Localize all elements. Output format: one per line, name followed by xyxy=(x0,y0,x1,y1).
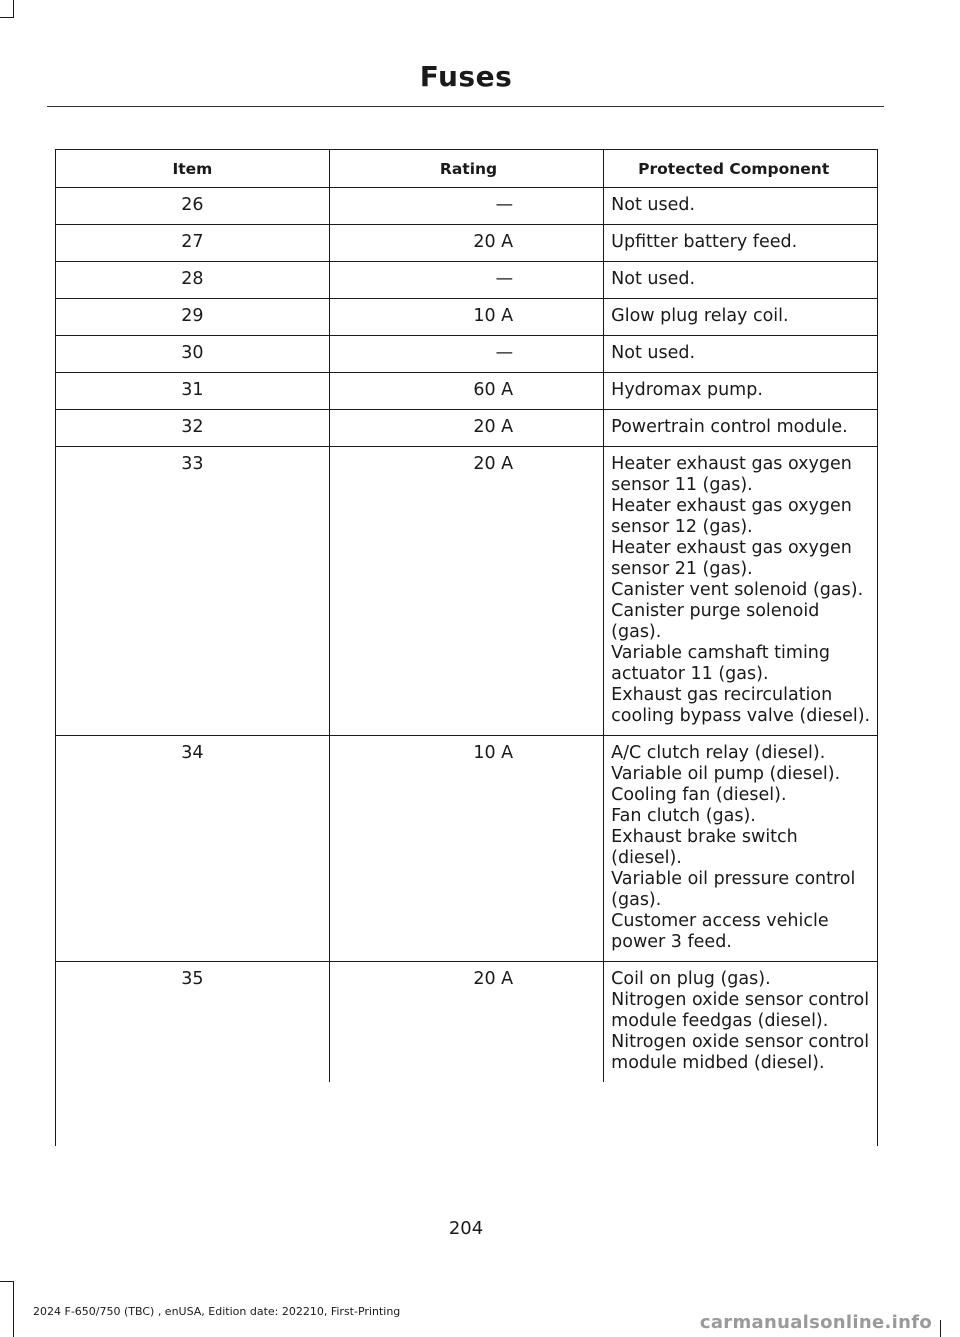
table-row xyxy=(56,447,877,736)
protected-component: Heater exhaust gas oxygen sensor 12 (gas). xyxy=(611,496,852,537)
protected-component: A/C clutch relay (diesel). xyxy=(611,743,826,763)
protected-component-cell xyxy=(604,336,877,373)
protected-component: Powertrain control module. xyxy=(611,417,848,437)
watermark: carmanualsonline.info xyxy=(699,1312,932,1333)
crop-mark xyxy=(940,1320,941,1337)
protected-component: Glow plug relay coil. xyxy=(611,306,789,326)
crop-mark xyxy=(13,0,14,18)
crop-mark xyxy=(13,1281,14,1337)
protected-component-cell xyxy=(604,736,877,962)
column-header-protected-component: Protected Component xyxy=(604,150,877,188)
protected-component-cell xyxy=(604,188,877,225)
crop-mark xyxy=(0,1281,14,1282)
fuse-rating: 10 A xyxy=(329,736,603,962)
table-row xyxy=(56,373,877,410)
protected-component-cell xyxy=(604,373,877,410)
protected-component: Cooling fan (diesel). xyxy=(611,785,787,805)
protected-component: Upfitter battery feed. xyxy=(611,232,798,252)
protected-component-cell xyxy=(604,410,877,447)
protected-component: Heater exhaust gas oxygen sensor 21 (gas). xyxy=(611,538,852,579)
protected-component: Heater exhaust gas oxygen sensor 11 (gas). xyxy=(611,454,852,495)
table-row xyxy=(56,410,877,447)
protected-component: Hydromax pump. xyxy=(611,380,763,400)
fuse-table xyxy=(55,149,878,1146)
protected-component: Canister vent solenoid (gas). xyxy=(611,580,864,600)
protected-component: Not used. xyxy=(611,195,696,215)
fuse-rating: 20 A xyxy=(329,225,603,262)
protected-component: Not used. xyxy=(611,269,696,289)
fuse-item-number: 29 xyxy=(56,299,329,336)
fuse-item-number: 30 xyxy=(56,336,329,373)
fuse-item-number: 34 xyxy=(56,736,329,962)
protected-component-cell xyxy=(604,262,877,299)
page-title: Fuses xyxy=(419,60,513,93)
fuse-item-number: 32 xyxy=(56,410,329,447)
column-header-item: Item xyxy=(56,150,329,188)
protected-component: Exhaust brake switch (diesel). xyxy=(611,827,798,868)
fuse-item-number: 33 xyxy=(56,447,329,736)
fuse-item-number: 27 xyxy=(56,225,329,262)
protected-component: Nitrogen oxide sensor control module feedgas (diesel). xyxy=(611,990,870,1031)
column-header-rating: Rating xyxy=(329,150,603,188)
fuse-item-number: 31 xyxy=(56,373,329,410)
protected-component-cell xyxy=(604,225,877,262)
protected-component: Variable camshaft timing actuator 11 (gas). xyxy=(611,643,831,684)
protected-component: Variable oil pump (diesel). xyxy=(611,764,841,784)
table-row xyxy=(56,962,877,1083)
table-row xyxy=(56,188,877,225)
protected-component: Nitrogen oxide sensor control module midbed (diesel). xyxy=(611,1032,870,1073)
protected-component: Customer access vehicle power 3 feed. xyxy=(611,911,829,952)
fuse-rating: — xyxy=(329,262,603,299)
protected-component: Fan clutch (gas). xyxy=(611,806,756,826)
protected-component: Canister purge solenoid (gas). xyxy=(611,601,820,642)
protected-component-cell xyxy=(604,299,877,336)
table-row xyxy=(56,736,877,962)
fuse-rating: 20 A xyxy=(329,410,603,447)
protected-component-cell xyxy=(604,447,877,736)
table-row xyxy=(56,299,877,336)
header-rule xyxy=(47,106,884,107)
fuse-item-number: 35 xyxy=(181,969,204,989)
table-row xyxy=(56,262,877,299)
table-row xyxy=(56,336,877,373)
fuse-rating: 20 A xyxy=(329,447,603,736)
fuse-rating: 20 A xyxy=(329,962,603,1083)
fuse-item-number: 28 xyxy=(56,262,329,299)
protected-component: Not used. xyxy=(611,343,696,363)
protected-component: Coil on plug (gas). xyxy=(611,969,771,989)
fuse-rating: 60 A xyxy=(329,373,603,410)
protected-component-cell xyxy=(604,962,877,1083)
fuse-rating: — xyxy=(329,188,603,225)
fuse-rating: — xyxy=(329,336,603,373)
table-header-row xyxy=(56,150,877,188)
crop-mark xyxy=(0,17,14,18)
protected-component: Variable oil pressure control (gas). xyxy=(611,869,856,910)
table-row xyxy=(56,225,877,262)
fuse-rating: 10 A xyxy=(329,299,603,336)
protected-component: Exhaust gas recirculation cooling bypass valve (diesel). xyxy=(611,685,871,726)
page-number: 204 xyxy=(448,1218,484,1239)
edition-footer: 2024 F-650/750 (TBC) , enUSA, Edition date: 202210, First-Printing xyxy=(33,1305,401,1318)
fuse-item-number: 26 xyxy=(56,188,329,225)
